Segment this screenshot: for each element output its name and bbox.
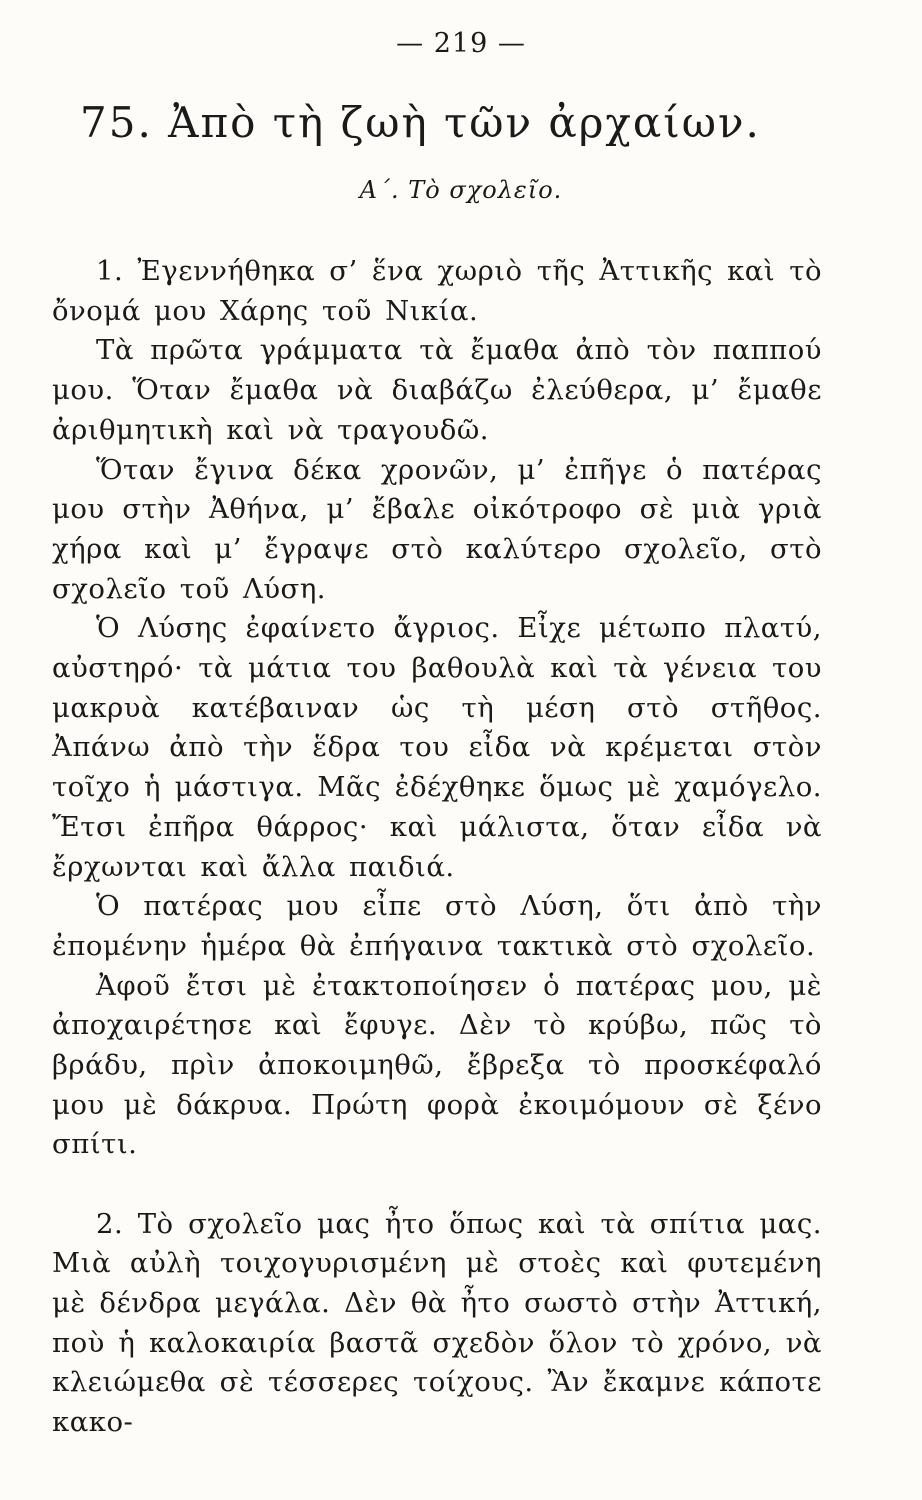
section-heading: Α΄. Τὸ σχολεῖο. (359, 176, 563, 204)
paragraph: Ὅταν ἔγινα δέκα χρονῶν, μ’ ἐπῆγε ὁ πατέρας μου στὴν Ἀθήνα, μ’ ἔβαλε οἰκότροφο σὲ μιὰ γριὰ χήρα καὶ μ’ ἔγραψε στὸ καλύτερο σχολεῖο, στὸ σχολεῖο τοῦ Λύση. (52, 453, 822, 605)
chapter-title: 75. Ἀπὸ τὴ ζωὴ τῶν ἀρχαίων. (80, 98, 761, 147)
body-text (52, 252, 822, 1443)
paragraph: 2. Τὸ σχολεῖο μας ἦτο ὅπως καὶ τὰ σπίτια μας. Μιὰ αὐλὴ τοιχογυρισμένη μὲ στοὲς καὶ φυτεμένη μὲ δένδρα μεγάλα. Δὲν θὰ ἦτο σωστὸ στὴν Ἀττική, ποὺ ἡ καλοκαιρία βαστᾶ σχεδὸν ὅλον τὸ χρόνο, νὰ κλειώμεθα σὲ τέσσερες τοίχους. Ἂν ἔκαμνε κάποτε κακο- (52, 1207, 822, 1439)
paragraph: Τὰ πρῶτα γράμματα τὰ ἔμαθα ἀπὸ τὸν παππού μου. Ὅταν ἔμαθα νὰ διαβάζω ἐλεύθερα, μ’ ἔμαθε ἀριθμητικὴ καὶ νὰ τραγουδῶ. (52, 334, 822, 446)
page-number: — 219 — (396, 28, 526, 59)
paragraph: Ὁ Λύσης ἐφαίνετο ἄγριος. Εἶχε μέτωπο πλατύ, αὐστηρό· τὰ μάτια του βαθουλὰ καὶ τὰ γένεια του μακρυὰ κατέβαιναν ὡς τὴ μέση στὸ στῆθος. Ἀπάνω ἀπὸ τὴν ἕδρα του εἶδα νὰ κρέμεται στὸν τοῖχο ἡ μάστιγα. Μᾶς ἐδέχθηκε ὅμως μὲ χαμόγελο. Ἔτσι ἐπῆρα θάρρος· καὶ μάλιστα, ὅταν εἶδα νὰ ἔρχωνται καὶ ἄλλα παιδιά. (52, 612, 822, 883)
paragraph: Ἀφοῦ ἔτσι μὲ ἐτακτοποίησεν ὁ πατέρας μου, μὲ ἀποχαιρέτησε καὶ ἔφυγε. Δὲν τὸ κρύβω, πῶς τὸ βράδυ, πρὶν ἀποκοιμηθῶ, ἔβρεξα τὸ προσκέφαλό μου μὲ δάκρυα. Πρώτη φορὰ ἐκοιμόμουν σὲ ξένο σπίτι. (52, 969, 822, 1161)
paragraph: Ὁ πατέρας μου εἶπε στὸ Λύση, ὅτι ἀπὸ τὴν ἐπομένην ἡμέρα θὰ ἐπήγαινα τακτικὰ στὸ σχολεῖο. (52, 890, 822, 962)
paragraph: 1. Ἐγεννήθηκα σ’ ἕνα χωριὸ τῆς Ἀττικῆς καὶ τὸ ὄνομά μου Χάρης τοῦ Νικία. (52, 255, 822, 327)
